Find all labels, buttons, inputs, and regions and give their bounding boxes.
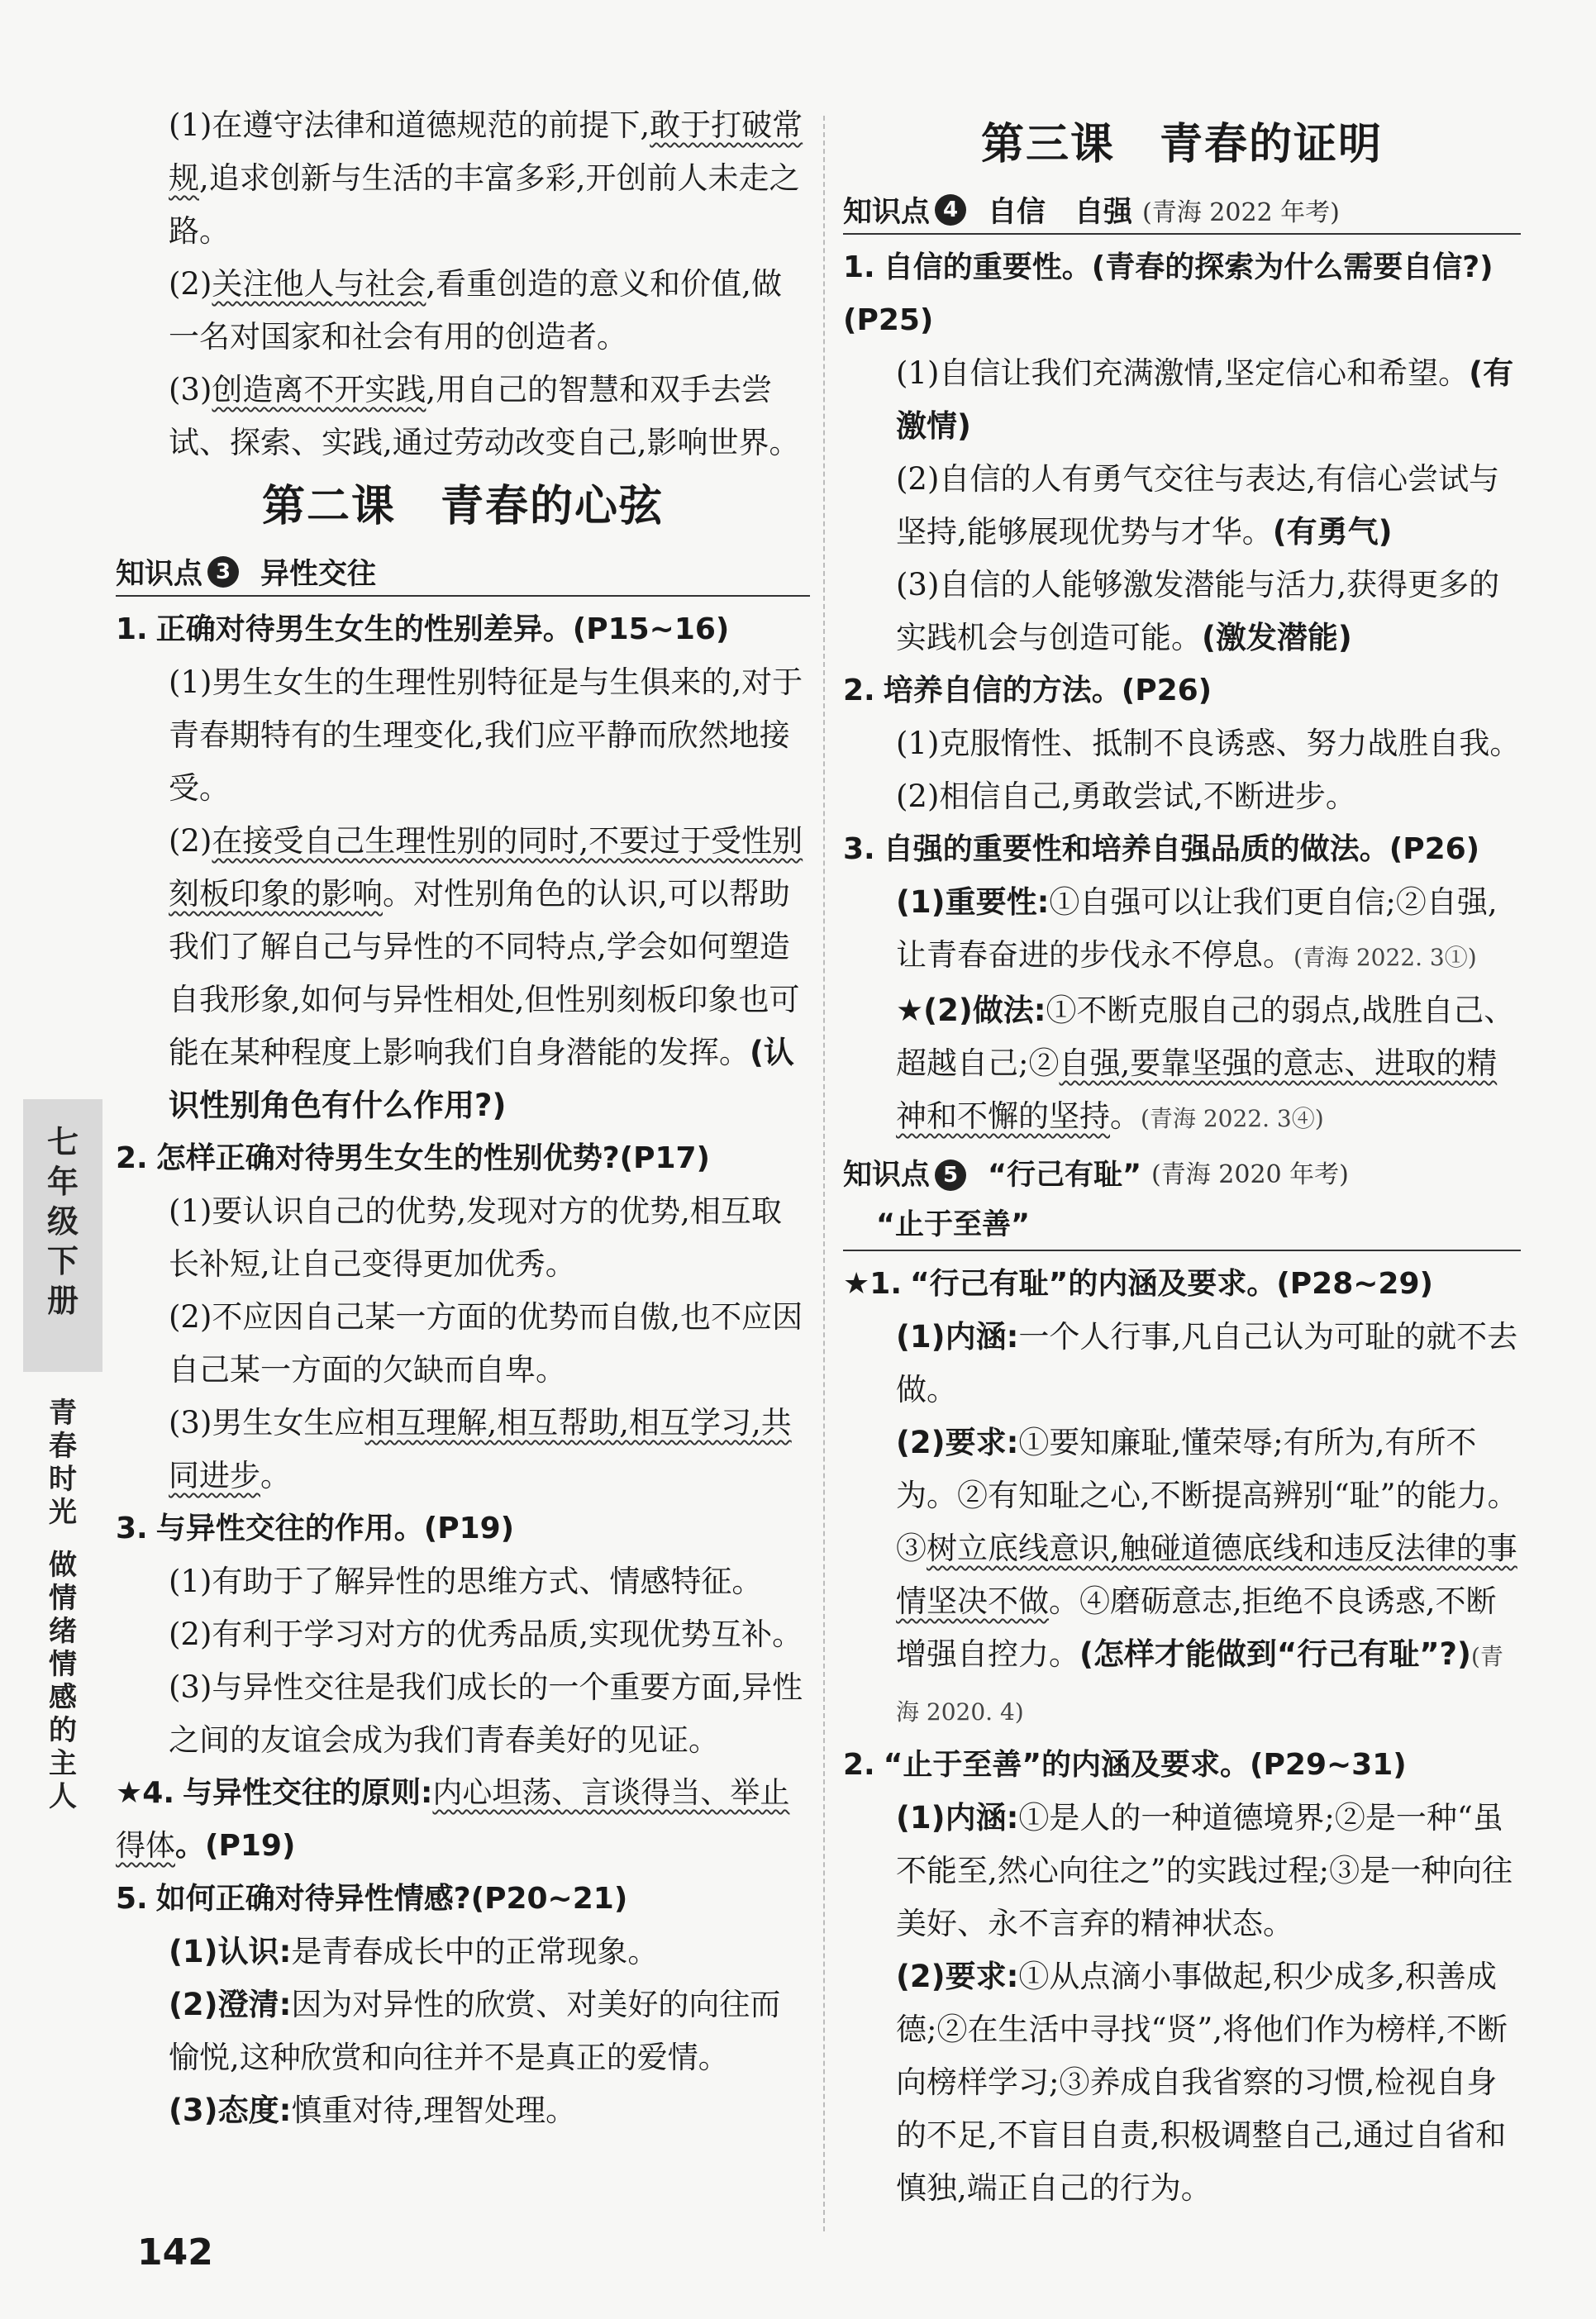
question-heading: 2. “止于至善”的内涵及要求。(P29~31) <box>843 1748 1407 1782</box>
answer-paragraph: (1)有助于了解异性的思维方式、情感特征。 <box>169 1564 763 1599</box>
number-badge-icon: 3 <box>207 556 239 588</box>
answer-paragraph: (3)与异性交往是我们成长的一个重要方面,异性之间的友谊会成为我们青春美好的见证。 <box>169 1669 803 1758</box>
answer-paragraph: (2)要求:①要知廉耻,懂荣辱;有所为,有所不为。②有知耻之心,不断提高辨别“耻”的能力。③树立底线意识,触碰道德底线和违反法律的事情坚决不做。④磨砺意志,拒绝不良诱惑,不断增强自控力。(怎样才能做到“行己有耻”?)(青海 2020. 4) <box>896 1425 1518 1726</box>
answer-paragraph: (1)男生女生的生理性别特征是与生俱来的,对于青春期特有的生理变化,我们应平静而欣然地接受。 <box>169 664 803 806</box>
intro-item-3: (3)创造离不开实践,用自己的智慧和双手去尝试、探索、实践,通过劳动改变自己,影响世界。 <box>169 372 800 460</box>
column-divider <box>823 116 825 2231</box>
answer-paragraph: (2)有利于学习对方的优秀品质,实现优势互补。 <box>169 1617 803 1652</box>
question-heading: ★1. “行己有耻”的内涵及要求。(P28~29) <box>843 1267 1433 1301</box>
knowledge-point-3-header: 知识点 3 异性交往 <box>116 549 810 597</box>
answer-paragraph: (1)内涵:一个人行事,凡自己认为可耻的就不去做。 <box>896 1319 1518 1407</box>
answer-paragraph: ★(2)做法:①不断克服自己的弱点,战胜自己、超越自己;②自强,要靠坚强的意志、进取的精神和不懈的坚持。(青海 2022. 3④) <box>896 993 1515 1134</box>
question-heading: 1. 自信的重要性。(青春的探索为什么需要自信?)(P25) <box>843 250 1494 337</box>
question-heading: 3. 与异性交往的作用。(P19) <box>116 1512 515 1545</box>
answer-paragraph: (2)要求:①从点滴小事做起,积少成多,积善成德;②在生活中寻找“贤”,将他们作为榜样,不断向榜样学习;③养成自我省察的习惯,检视自身的不足,不盲目自责,积极调整自己,通过自省和慎独,端正自己的行为。 <box>896 1959 1508 2206</box>
answer-paragraph: (1)要认识自己的优势,发现对方的优势,相互取长补短,让自己变得更加优秀。 <box>169 1193 782 1282</box>
answer-paragraph: (3)态度:慎重对待,理智处理。 <box>169 2093 577 2128</box>
lesson-title-2: 第二课 青春的心弦 <box>261 482 664 531</box>
answer-paragraph: (1)重要性:①自强可以让我们更自信;②自强,让青春奋进的步伐永不停息。(青海 2022. 3①) <box>896 884 1498 973</box>
knowledge-point-5-header: 知识点 5 “行己有耻” (青海 2020 年考) “止于至善” <box>843 1150 1521 1251</box>
unit-label: 青 春 时 光 <box>49 1397 77 1529</box>
intro-item-2: (2)关注他人与社会,看重创造的意义和价值,做一名对国家和社会有用的创造者。 <box>169 266 782 355</box>
question-heading: 2. 怎样正确对待男生女生的性别优势?(P17) <box>116 1141 711 1175</box>
grade-side-tab <box>23 1099 102 1372</box>
unit-side-label <box>23 1397 102 1813</box>
question-heading: 1. 正确对待男生女生的性别差异。(P15~16) <box>116 612 730 646</box>
answer-paragraph: (2)自信的人有勇气交往与表达,有信心尝试与坚持,能够展现优势与才华。(有勇气) <box>896 461 1500 550</box>
answer-paragraph: (1)认识:是青春成长中的正常现象。 <box>169 1934 659 1969</box>
lesson-title-3: 第三课 青春的证明 <box>980 120 1383 169</box>
grade-label: 七 年 级 下 册 <box>46 1124 79 1319</box>
left-column <box>116 99 810 2137</box>
answer-paragraph: (2)不应因自己某一方面的优势而自傲,也不应因自己某一方面的欠缺而自卑。 <box>169 1299 803 1388</box>
number-badge-icon: 5 <box>935 1160 966 1191</box>
intro-item-1: (1)在遵守法律和道德规范的前提下,敢于打破常规,追求创新与生活的丰富多彩,开创前人未走之路。 <box>169 107 803 249</box>
answer-paragraph: (2)澄清:因为对异性的欣赏、对美好的向往而愉悦,这种欣赏和向往并不是真正的爱情。 <box>169 1987 781 2075</box>
unit-title-label: 做 情 绪 情 感 的 主 人 <box>49 1549 77 1813</box>
question-heading: 5. 如何正确对待异性情感?(P20~21) <box>116 1882 628 1916</box>
knowledge-point-4-header: 知识点 4 自信 自强 (青海 2022 年考) <box>843 187 1521 235</box>
number-badge-icon: 4 <box>935 194 966 226</box>
answer-paragraph: (1)克服惰性、抵制不良诱惑、努力战胜自我。 <box>896 726 1521 761</box>
answer-paragraph: (3)自信的人能够激发潜能与活力,获得更多的实践机会与创造可能。(激发潜能) <box>896 567 1500 655</box>
question-heading: 3. 自强的重要性和培养自强品质的做法。(P26) <box>843 832 1480 866</box>
question-heading: ★4. 与异性交往的原则:内心坦荡、言谈得当、举止得体。(P19) <box>116 1776 790 1863</box>
answer-paragraph: (1)自信让我们充满激情,坚定信心和希望。(有激情) <box>896 355 1514 444</box>
page-number: 142 <box>137 2231 213 2274</box>
answer-paragraph: (2)在接受自己生理性别的同时,不要过于受性别刻板印象的影响。对性别角色的认识,可以帮助我们了解自己与异性的不同特点,学会如何塑造自我形象,如何与异性相处,但性别刻板印象也可能在某种程度上影响我们自身潜能的发挥。(认识性别角色有什么作用?) <box>169 823 803 1123</box>
right-column <box>843 107 1521 2215</box>
answer-paragraph: (3)男生女生应相互理解,相互帮助,相互学习,共同进步。 <box>169 1405 792 1493</box>
question-heading: 2. 培养自信的方法。(P26) <box>843 674 1212 707</box>
answer-paragraph: (1)内涵:①是人的一种道德境界;②是一种“虽不能至,然心向往之”的实践过程;③是一种向往美好、永不言弃的精神状态。 <box>896 1800 1513 1941</box>
answer-paragraph: (2)相信自己,勇敢尝试,不断进步。 <box>896 779 1356 814</box>
